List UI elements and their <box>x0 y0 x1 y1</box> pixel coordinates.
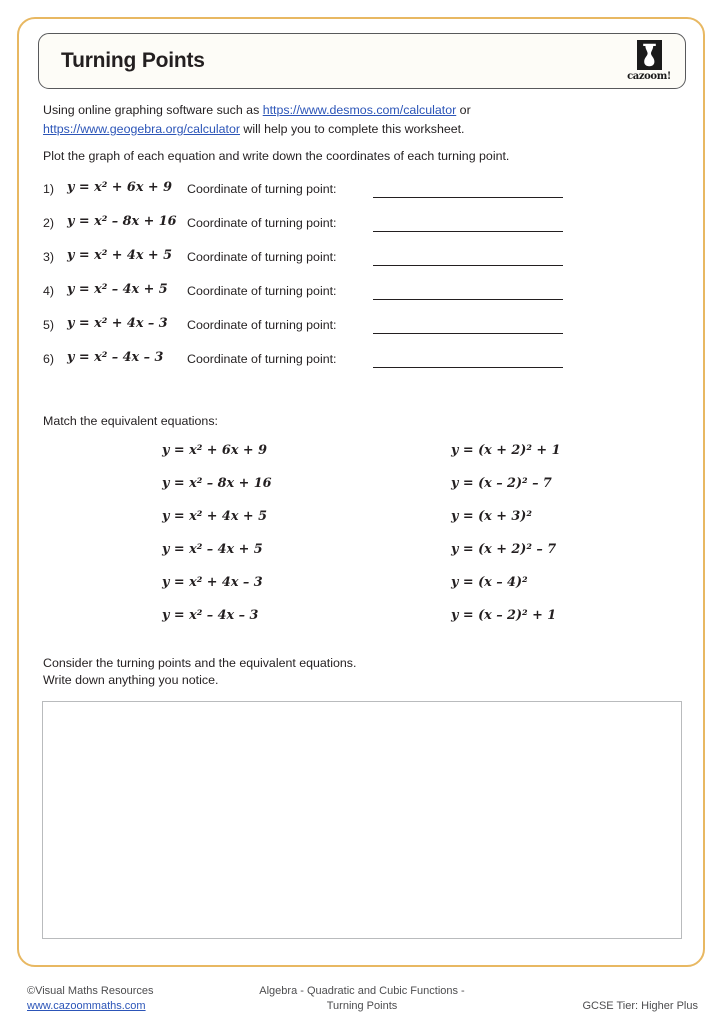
page-footer <box>0 984 724 1024</box>
match-right-equation[interactable]: y = (x + 2)² – 7 <box>451 542 557 557</box>
answer-blank-line[interactable] <box>373 265 563 266</box>
match-equation-grid <box>43 443 643 641</box>
intro-suffix: will help you to complete this worksheet. <box>239 122 465 136</box>
question-equation: y = x² – 4x + 5 <box>67 282 168 297</box>
answer-blank-line[interactable] <box>373 197 563 198</box>
question-list <box>43 180 643 384</box>
question-number: 4) <box>43 284 55 298</box>
answer-blank-line[interactable] <box>373 231 563 232</box>
question-answer-label: Coordinate of turning point: <box>187 216 337 230</box>
question-number: 5) <box>43 318 55 332</box>
question-row <box>43 282 643 316</box>
match-right-equation[interactable]: y = (x + 3)² <box>451 509 532 524</box>
question-equation: y = x² + 6x + 9 <box>67 180 173 195</box>
match-row <box>43 542 643 575</box>
question-equation: y = x² + 4x + 5 <box>67 248 173 263</box>
question-equation: y = x² – 8x + 16 <box>67 214 177 229</box>
intro-paragraph <box>43 101 643 139</box>
question-equation: y = x² + 4x – 3 <box>67 316 168 331</box>
answer-blank-line[interactable] <box>373 333 563 334</box>
consider-prompt <box>43 655 356 688</box>
question-answer-label: Coordinate of turning point: <box>187 182 337 196</box>
instruction-text: Plot the graph of each equation and write down the coordinates of each turning point. <box>43 149 510 163</box>
answer-blank-line[interactable] <box>373 299 563 300</box>
question-answer-label: Coordinate of turning point: <box>187 284 337 298</box>
answer-blank-line[interactable] <box>373 367 563 368</box>
geogebra-link[interactable]: https://www.geogebra.org/calculator <box>43 122 240 136</box>
free-response-answer-box[interactable] <box>42 701 682 939</box>
footer-tier: GCSE Tier: Higher Plus <box>582 1000 698 1012</box>
question-equation: y = x² – 4x – 3 <box>67 350 164 365</box>
match-row <box>43 608 643 641</box>
cazoom-logo <box>626 38 672 84</box>
match-row <box>43 443 643 476</box>
match-left-equation[interactable]: y = x² + 4x + 5 <box>162 509 268 524</box>
consider-line-1: Consider the turning points and the equivalent equations. <box>43 656 357 670</box>
question-number: 1) <box>43 182 55 196</box>
page-title: Turning Points <box>61 49 205 72</box>
match-section-title: Match the equivalent equations: <box>43 414 218 428</box>
match-right-equation[interactable]: y = (x – 4)² <box>451 575 528 590</box>
question-answer-label: Coordinate of turning point: <box>187 352 337 366</box>
match-row <box>43 509 643 542</box>
question-number: 3) <box>43 250 55 264</box>
cazoommaths-website-link[interactable]: www.cazoommaths.com <box>27 1000 146 1012</box>
match-right-equation[interactable]: y = (x – 2)² + 1 <box>451 608 557 623</box>
question-number: 6) <box>43 352 55 366</box>
match-left-equation[interactable]: y = x² – 4x + 5 <box>162 542 263 557</box>
question-answer-label: Coordinate of turning point: <box>187 250 337 264</box>
match-left-equation[interactable]: y = x² – 4x – 3 <box>162 608 259 623</box>
match-left-equation[interactable]: y = x² + 6x + 9 <box>162 443 268 458</box>
question-row <box>43 316 643 350</box>
intro-prefix: Using online graphing software such as <box>43 103 263 117</box>
match-row <box>43 575 643 608</box>
footer-topic-line-1: Algebra - Quadratic and Cubic Functions - <box>259 985 465 997</box>
footer-topic-line-2: Turning Points <box>326 1000 398 1012</box>
match-left-equation[interactable]: y = x² + 4x – 3 <box>162 575 263 590</box>
cazoom-logo-text: cazoom! <box>627 71 671 82</box>
question-answer-label: Coordinate of turning point: <box>187 318 337 332</box>
match-left-equation[interactable]: y = x² – 8x + 16 <box>162 476 272 491</box>
question-number: 2) <box>43 216 55 230</box>
question-row <box>43 248 643 282</box>
worksheet-header <box>38 33 686 89</box>
match-right-equation[interactable]: y = (x + 2)² + 1 <box>451 443 561 458</box>
desmos-link[interactable]: https://www.desmos.com/calculator <box>262 103 457 117</box>
consider-line-2: Write down anything you notice. <box>43 672 219 687</box>
match-right-equation[interactable]: y = (x – 2)² – 7 <box>451 476 552 491</box>
cazoom-vase-logo-icon <box>637 40 662 70</box>
question-row <box>43 180 643 214</box>
question-row <box>43 350 643 384</box>
intro-middle: or <box>456 103 471 117</box>
copyright-text: ©Visual Maths Resources <box>27 985 154 997</box>
question-row <box>43 214 643 248</box>
match-row <box>43 476 643 509</box>
